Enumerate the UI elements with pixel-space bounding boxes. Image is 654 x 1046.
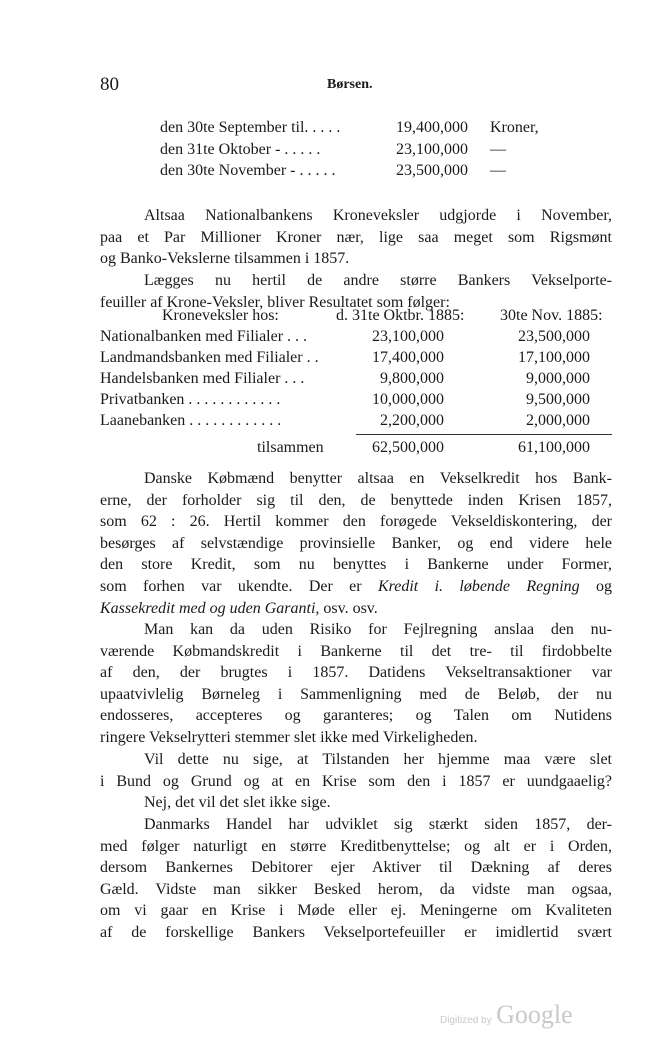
digitized-watermark [440,1000,573,1030]
bank-name: Privatbanken . . . . . . . . . . . . [100,391,281,408]
value-november: 9,000,000 [526,370,590,387]
date-line-amount: 23,100,000 [396,141,468,158]
text-run: og [596,577,613,595]
paragraph-6 [100,792,612,814]
value-november: 9,500,000 [526,391,590,408]
table-row [100,389,612,410]
text-line: af den, der brugtes i 1857. Datidens Vekseltransaktioner var [100,664,612,682]
value-oktober: 2,200,000 [380,412,444,429]
date-line-unit: Kroner, [490,119,539,136]
bank-name: Laanebanken . . . . . . . . . . . . [100,412,282,429]
text-line: endosseres, accepteres og garanteres; og Talen om Nutidens [100,707,612,725]
bank-name: Landmandsbanken med Filialer . . [100,349,319,366]
text-line: den store Kredit, som nu benyttes i Bankerne under Former, [100,556,612,574]
text-line: Danske Købmænd benytter altsaa en Vekselkredit hos Bank- [144,470,612,487]
text-line: om vi gaar en Krise i Møde eller ej. Meningerne om Kvaliteten [100,902,612,920]
date-line-label: den 30te November - . . . . . [160,162,336,179]
text-line: erne, der forholder sig til den, de benyttede inden Krisen 1857, [100,491,612,509]
date-line-unit: — [490,162,506,179]
paragraph-3 [100,468,612,619]
text-line: af de forskellige Bankers Vekselportefeuiller er imidlertid svært [100,923,612,941]
text-line: Vil dette nu sige, at Tilstanden her hjemme maa være slet [144,751,612,768]
text-line-mixed [100,576,612,598]
table-row [100,410,612,431]
total-oktober: 62,500,000 [372,439,444,456]
text-line: Nej, det vil det slet ikke sige. [144,794,331,811]
text-line: i Bund og Grund og at en Krise som den i 1857 er uundgaaelig? [100,772,612,790]
text-line: som 62 : 26. Hertil kommer den forøgede Vekseldiskontering, der [100,513,612,531]
italic-phrase: Kredit i. løbende Regning [377,577,580,595]
text-line: Gæld. Vidste man sikker Besked herom, da vidste man ogsaa, [100,880,612,898]
text-line: ringere Vekselrytteri stemmer slet ikke med Virkeligheden. [100,728,478,746]
table-row [100,368,612,389]
date-line-unit: — [490,141,506,158]
text-line: Man kan da uden Risiko for Fejlregning anslaa den nu- [144,621,612,638]
value-november: 23,500,000 [518,328,590,345]
sum-rule-divider [356,434,612,435]
value-november: 17,100,000 [518,349,590,366]
date-line-november [160,160,530,181]
text-line: feuiller af Krone-Veksler, bliver Resultatet som følger: [100,293,450,311]
bank-name: Nationalbanken med Filialer . . . [100,328,308,345]
text-line: værende Købmandskredit i Bankerne til det tre- til firdobbelte [100,642,612,660]
date-line-amount: 23,500,000 [396,162,468,179]
value-november: 2,000,000 [526,412,590,429]
paragraph-7 [100,814,612,944]
date-line-label: den 30te September til. . . . . [160,119,341,136]
text-line: paa et Par Millioner Kroner nær, lige saa meget som Rigsmønt [100,228,612,246]
table-row [100,326,612,347]
table-header-col2: 30te Nov. 1885: [500,307,603,324]
value-oktober: 23,100,000 [372,328,444,345]
text-line: og Banko-Vekslerne tilsammen i 1857. [100,250,350,268]
date-line-label: den 31te Oktober - . . . . . [160,141,321,158]
text-line: Lægges nu hertil de andre større Bankers Vekselporte- [144,272,612,289]
paragraph-5 [100,749,612,792]
text-run: osv. osv. [323,599,378,617]
watermark-prefix: Digitized by [440,1015,492,1026]
date-line-september [160,117,539,138]
bank-name: Handelsbanken med Filialer . . . [100,370,305,387]
text-line: besørges af selvstændige provinsielle Banker, og end videre hele [100,534,612,552]
text-line: dersom Bankernes Debitorer ejer Aktiver til Dækning af deres [100,859,612,877]
running-title: Børsen. [327,77,373,92]
text-line: Altsaa Nationalbankens Kroneveksler udgjorde i November, [144,207,612,224]
text-line-mixed [100,598,612,620]
watermark-brand: Google [496,1000,573,1029]
table-row [100,347,612,368]
table-header-col1: d. 31te Oktbr. 1885: [336,307,465,324]
kroneveksler-table [100,305,612,458]
total-november: 61,100,000 [518,439,590,456]
value-oktober: 10,000,000 [372,391,444,408]
text-line: Danmarks Handel har udviklet sig stærkt siden 1857, der- [144,816,612,833]
page-number: 80 [100,74,119,95]
value-oktober: 17,400,000 [372,349,444,366]
table-header-row [100,305,612,326]
text-line: med følger naturligt en større Kreditbenyttelse; og alt er i Orden, [100,837,612,855]
paragraph-1 [100,205,612,270]
table-total-row [100,437,612,458]
date-line-amount: 19,400,000 [396,119,468,136]
date-line-oktober [160,139,530,160]
table-header-label: Kroneveksler hos: [162,307,279,324]
paragraph-4 [100,619,612,749]
total-label: tilsammen [257,439,324,456]
text-line: upaatvivlelig Børneleg i Sammenligning med de Beløb, der nu [100,685,612,703]
italic-phrase: Kassekredit med og uden Garanti, [100,599,320,617]
text-run: som forhen var ukendte. Der er [100,577,362,595]
value-oktober: 9,800,000 [380,370,444,387]
